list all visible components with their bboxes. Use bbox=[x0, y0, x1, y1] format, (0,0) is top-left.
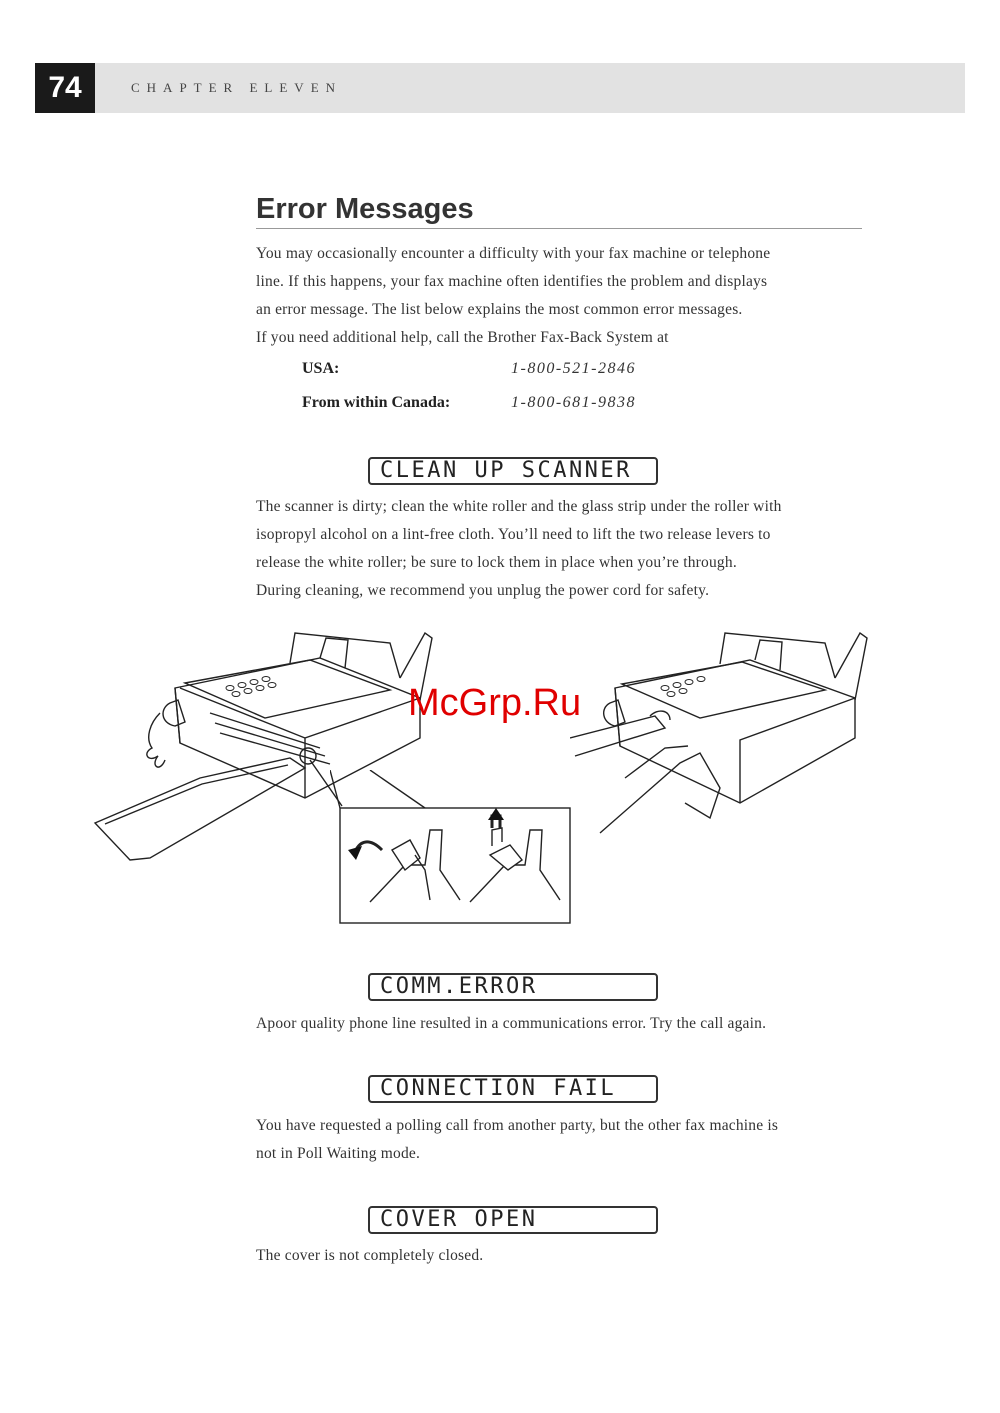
intro-line: If you need additional help, call the Brother Fax-Back System at bbox=[256, 329, 669, 346]
intro-line: line. If this happens, your fax machine often identifies the problem and displays bbox=[256, 273, 768, 290]
description-line: isopropyl alcohol on a lint-free cloth. You’ll need to lift the two release levers to bbox=[256, 526, 771, 543]
description-line: You have requested a polling call from another party, but the other fax machine is bbox=[256, 1117, 779, 1134]
description-line: The scanner is dirty; clean the white roller and the glass strip under the roller with bbox=[256, 498, 782, 515]
intro-line: an error message. The list below explains the most common error messages. bbox=[256, 301, 743, 318]
error-description-clean-up-scanner bbox=[256, 493, 866, 605]
section-title: Error Messages bbox=[256, 193, 862, 229]
description-line: release the white roller; be sure to lock them in place when you’re through. bbox=[256, 554, 737, 571]
contact-number-usa: 1-800-521-2846 bbox=[511, 360, 636, 377]
intro-paragraph bbox=[256, 240, 866, 352]
error-description-comm-error bbox=[256, 1010, 866, 1038]
error-description-connection-fail bbox=[256, 1112, 866, 1168]
watermark-text: McGrp.Ru bbox=[408, 682, 582, 724]
lcd-error-comm-error: COMM.ERROR bbox=[368, 973, 658, 1001]
chapter-title: CHAPTER ELEVEN bbox=[131, 80, 343, 95]
error-description-cover-open bbox=[256, 1242, 866, 1270]
contact-number-canada: 1-800-681-9838 bbox=[511, 394, 636, 411]
description-line: Apoor quality phone line resulted in a communications error. Try the call again. bbox=[256, 1015, 767, 1032]
release-lever-detail-inset bbox=[330, 770, 580, 930]
contact-label-usa: USA: bbox=[302, 360, 340, 377]
page-number: 74 bbox=[35, 63, 95, 113]
fax-machine-cleaning-illustration bbox=[570, 628, 870, 838]
intro-line: You may occasionally encounter a difficulty with your fax machine or telephone bbox=[256, 245, 771, 262]
description-line: not in Poll Waiting mode. bbox=[256, 1145, 421, 1162]
lcd-error-connection-fail: CONNECTION FAIL bbox=[368, 1075, 658, 1103]
lcd-error-cover-open: COVER OPEN bbox=[368, 1206, 658, 1234]
description-line: The cover is not completely closed. bbox=[256, 1247, 484, 1264]
lcd-error-clean-up-scanner: CLEAN UP SCANNER bbox=[368, 457, 658, 485]
contact-label-canada: From within Canada: bbox=[302, 394, 451, 411]
description-line: During cleaning, we recommend you unplug the power cord for safety. bbox=[256, 582, 710, 599]
